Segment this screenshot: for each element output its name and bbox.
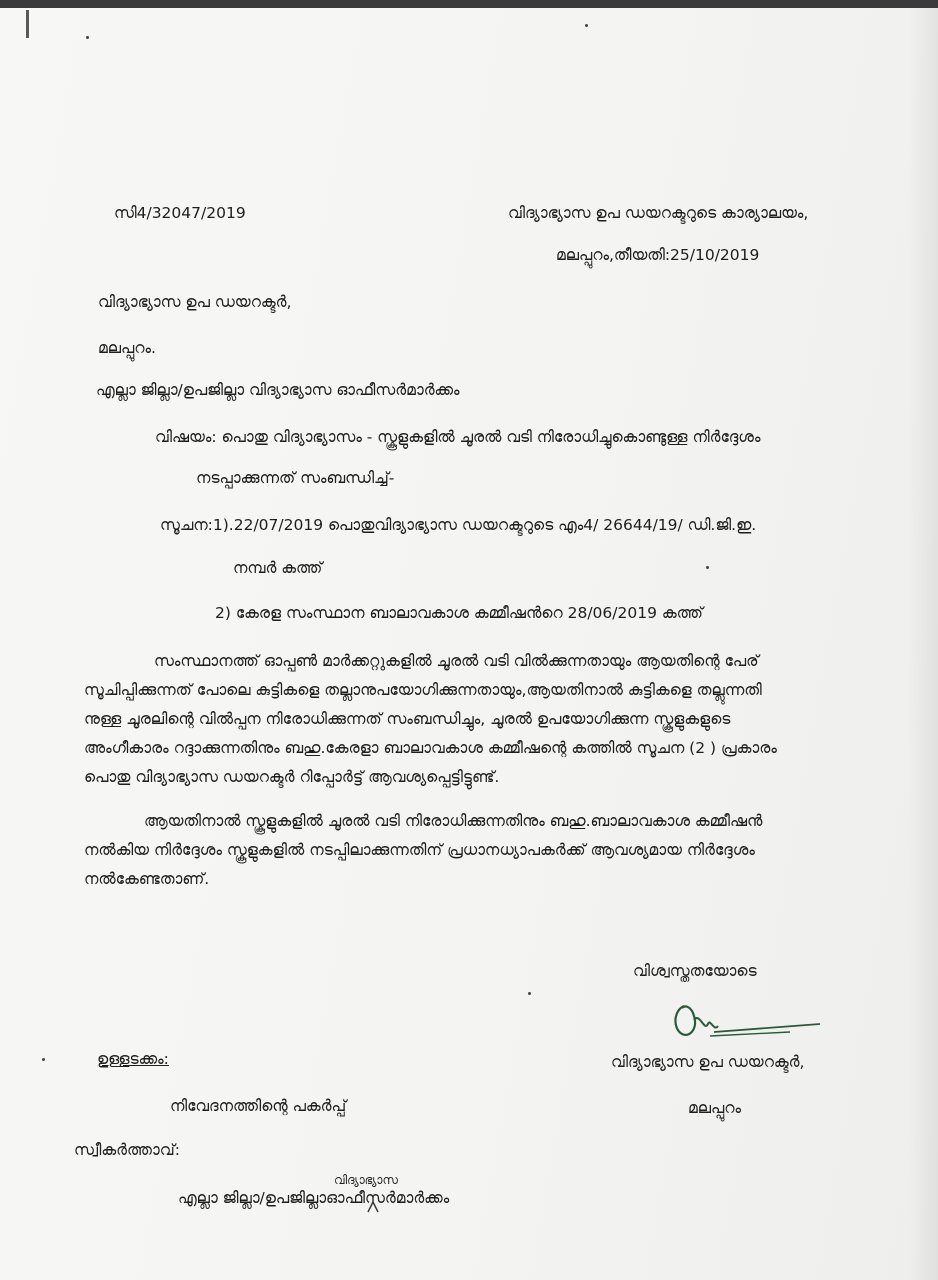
recipient-label: സ്വീകർത്താവ്: xyxy=(74,1141,180,1159)
paragraph-line: നുള്ള ചൂരലിന്റെ വിൽപ്പന നിരോധിക്കുന്നത് സംബന്ധിച്ചും, ചൂരൽ ഉപയോഗിക്കുന്ന സ്കൂളുകളുടെ xyxy=(84,710,731,728)
paragraph-line: സംസ്ഥാനത്ത് ഓപ്പൺ മാർക്കറ്റുകളിൽ ചൂരൽ വടി വിൽക്കുന്നതായും ആയതിന്റെ പേര് xyxy=(154,652,759,670)
scan-speck xyxy=(706,566,709,569)
paragraph-line: അംഗീകാരം റദ്ദാക്കുന്നതിനും ബഹു.കേരളാ ബാലാവകാശ കമ്മീഷന്റെ കത്തിൽ സൂചന (2 ) പ്രകാരം xyxy=(84,739,777,757)
place-date: മലപ്പുറം,തീയതി:25/10/2019 xyxy=(556,246,760,264)
scan-speck xyxy=(42,1058,45,1061)
enclosure-item: നിവേദനത്തിന്റെ പകർപ്പ് xyxy=(170,1097,347,1115)
office-name: വിദ്യാഭ്യാസ ഉപ ഡയറക്ടറുടെ കാര്യാലയം, xyxy=(508,204,809,222)
body-paragraph-2 xyxy=(84,807,834,894)
signatory-designation: വിദ്യാഭ്യാസ ഉപ ഡയറക്ടർ, xyxy=(611,1053,805,1071)
paragraph-line: നൽകിയ നിർദ്ദേശം സ്കൂളുകളിൽ നടപ്പിലാക്കുന്നതിന് പ്രധാനധ്യാപകർക്ക് ആവശ്യമായ നിർദ്ദേശം xyxy=(84,841,755,859)
reference-line-3: 2) കേരള സംസ്ഥാന ബാലാവകാശ കമ്മീഷൻറെ 28/06/2019 കത്ത് xyxy=(215,604,703,622)
paragraph-line: സൂചിപ്പിക്കുന്നത് പോലെ കുട്ടികളെ തല്ലാനുപയോഗിക്കുന്നതായും,ആയതിനാൽ കുട്ടികളെ തല്ലുന്നതി xyxy=(84,681,762,699)
signatory-place: മലപ്പുറം xyxy=(688,1099,741,1117)
reference-line-1: സൂചന:1).22/07/2019 പൊതുവിദ്യാഭ്യാസ ഡയറക്ടറുടെ എം4/ 26644/19/ ഡി.ജി.ഇ. xyxy=(160,516,757,534)
scan-speck xyxy=(528,992,531,995)
paragraph-line: ആയതിനാൽ സ്കൂളുകളിൽ ചൂരൽ വടി നിരോധിക്കുന്നതിനും ബഹു.ബാലാവകാശ കമ്മീഷൻ xyxy=(144,812,763,830)
page-edge-shadow xyxy=(908,8,938,1280)
paragraph-line: പൊതു വിദ്യാഭ്യാസ ഡയറക്ടർ റിപ്പോർട്ട് ആവശ്യപ്പെട്ടിട്ടുണ്ട്. xyxy=(84,768,500,786)
scan-speck xyxy=(585,24,588,27)
signature xyxy=(670,998,830,1044)
file-number: സി4/32047/2019 xyxy=(114,204,246,222)
addressee: എല്ലാ ജില്ലാ/ഉപജില്ലാ വിദ്യാഭ്യാസ ഓഫീസർമാർക്കം xyxy=(96,381,460,399)
paragraph-line: നൽകേണ്ടതാണ്. xyxy=(84,870,210,888)
body-paragraph-1 xyxy=(84,647,834,792)
document-page xyxy=(0,8,938,1280)
top-bar xyxy=(0,0,938,8)
subject-line-1: വിഷയം: പൊതു വിദ്യാഭ്യാസം - സ്കൂളുകളിൽ ചൂരൽ വടി നിരോധിച്ചുകൊണ്ടുള്ള നിർദ്ദേശം xyxy=(155,428,761,446)
handwritten-insert: വിദ്യാഭ്യാസ xyxy=(334,1173,398,1187)
enclosure-label: ഉള്ളടക്കം: xyxy=(97,1050,169,1068)
recipient-item: എല്ലാ ജില്ലാ/ഉപജില്ലാഓഫീസർമാർക്കം xyxy=(178,1189,450,1207)
insertion-caret-icon xyxy=(366,1200,380,1214)
scan-corner-mark xyxy=(26,10,29,38)
sender-designation: വിദ്യാഭ്യാസ ഉപ ഡയറക്ടർ, xyxy=(98,293,292,311)
reference-line-2: നമ്പർ കത്ത് xyxy=(233,559,323,577)
closing-salutation: വിശ്വസ്തതയോടെ xyxy=(633,962,757,980)
subject-line-2: നടപ്പാക്കുന്നത് സംബന്ധിച്ച്- xyxy=(196,469,395,487)
sender-place: മലപ്പുറം. xyxy=(98,339,156,357)
scan-speck xyxy=(86,36,89,39)
